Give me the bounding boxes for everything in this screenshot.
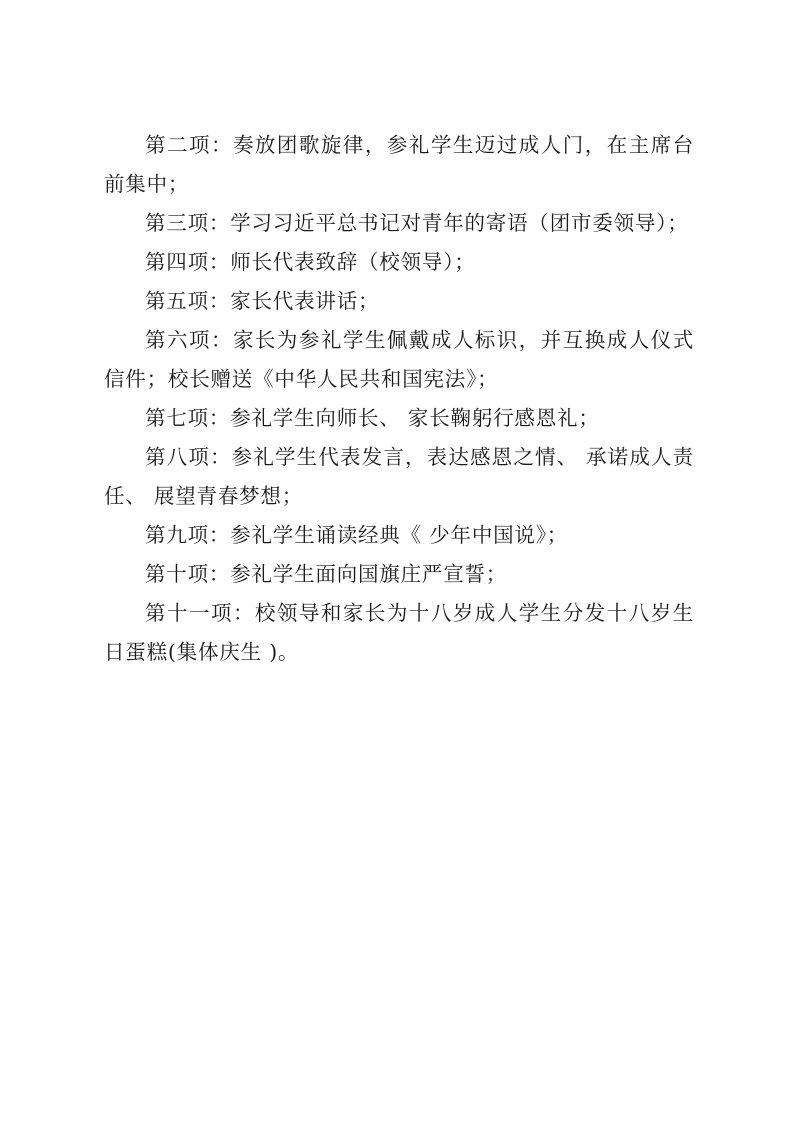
paragraph-item-10: 第十项：参礼学生面向国旗庄严宣誓； [145,562,508,586]
paragraph-item-3: 第三项：学习习近平总书记对青年的寄语（团市委领导）； [145,211,689,235]
paragraph-item-8: 第八项：参礼学生代表发言，表达感恩之情、 承诺成人责任、 展望青春梦想； [104,445,694,508]
paragraph-item-7: 第七项：参礼学生向师长、 家长鞠躬行感恩礼； [145,406,600,430]
paragraph-item-11: 第十一项：校领导和家长为十八岁成人学生分发十八岁生日蛋糕(集体庆生 )。 [104,601,694,664]
document-body [104,126,694,672]
paragraph-item-5: 第五项：家长代表讲话； [145,289,380,313]
paragraph-item-6: 第六项：家长为参礼学生佩戴成人标识，并互换成人仪式信件；校长赠送《中华人民共和国宪法》； [104,328,694,391]
paragraph-item-4: 第四项：师长代表致辞（校领导）； [145,250,476,274]
paragraph-item-2: 第二项：奏放团歌旋律，参礼学生迈过成人门，在主席台前集中； [104,133,694,196]
paragraph-item-9: 第九项：参礼学生诵读经典《 少年中国说》； [145,523,569,547]
